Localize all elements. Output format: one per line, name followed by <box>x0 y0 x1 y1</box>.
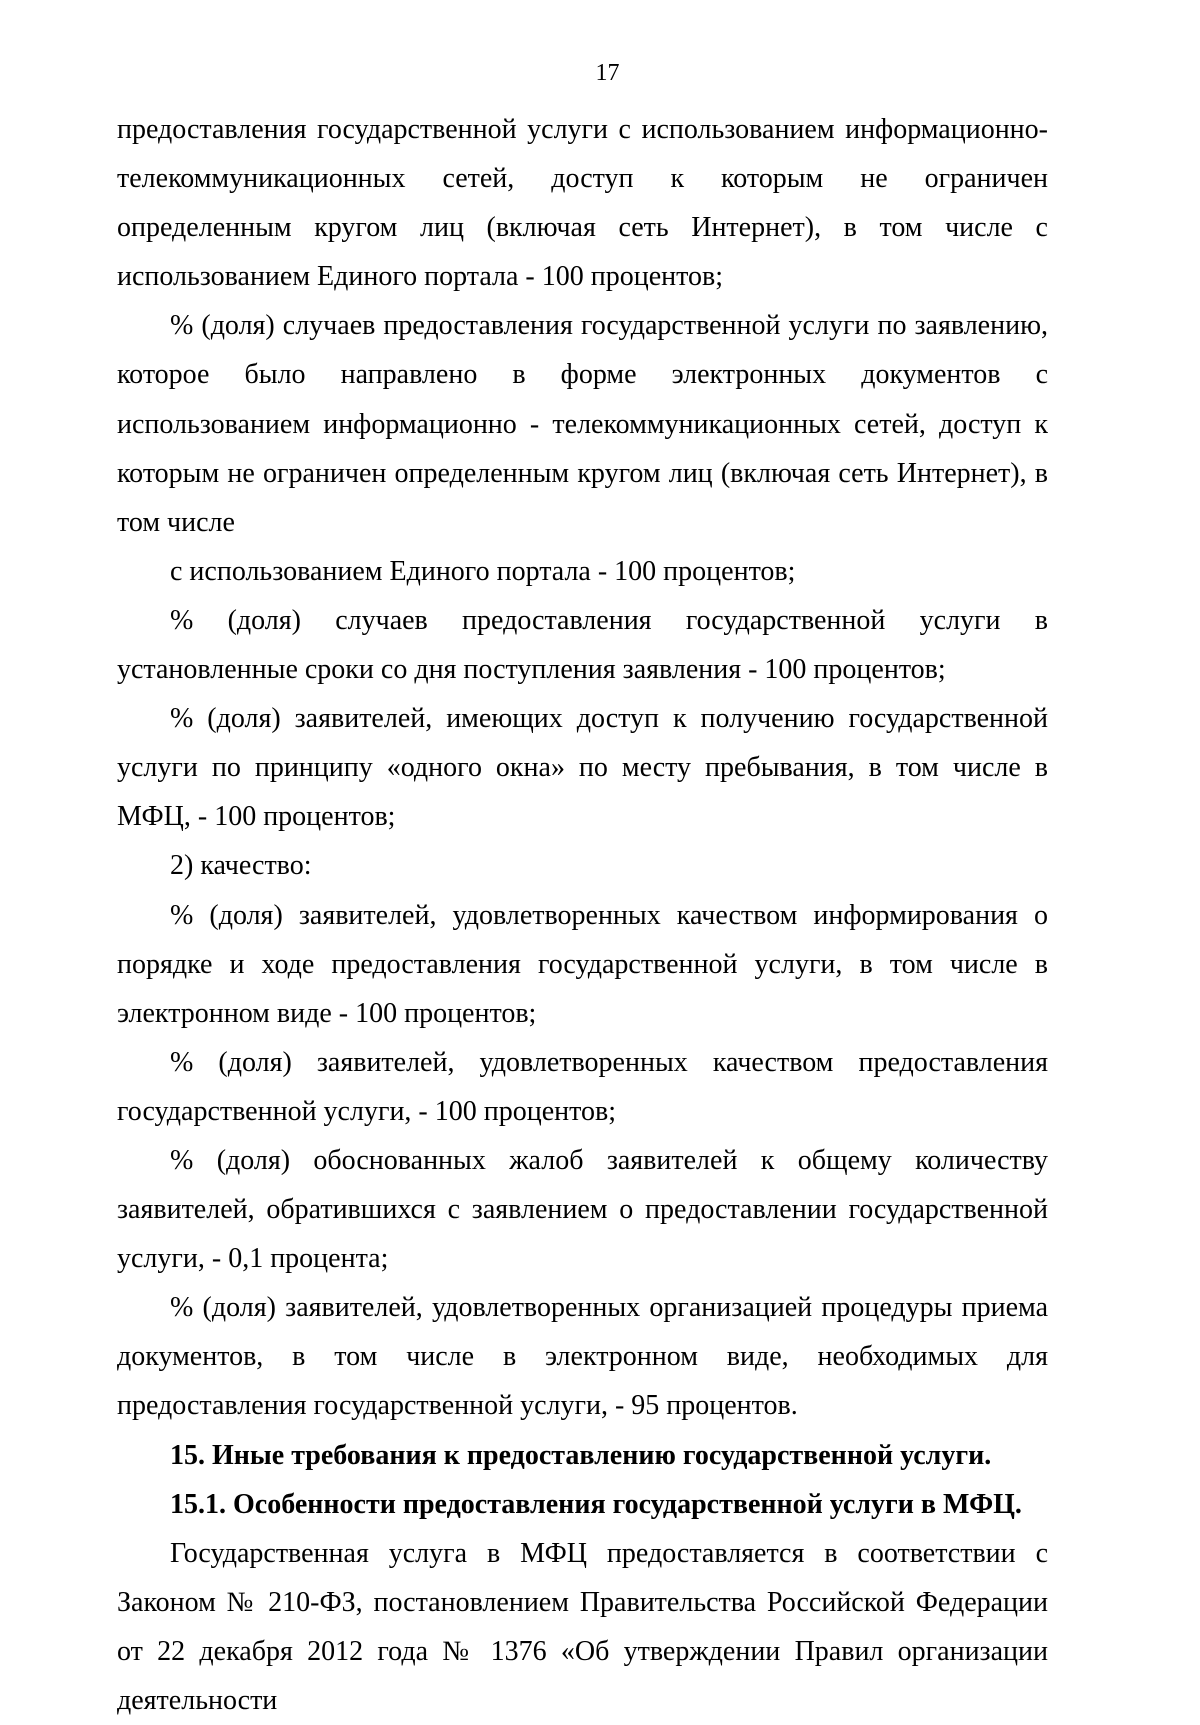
paragraph-one-window: % (доля) заявителей, имеющих доступ к получению государственной услуги по принципу «одного окна» по месту пребывания, в том числе в МФЦ, - 100 процентов; <box>117 703 1048 833</box>
paragraph-electronic-applications: % (доля) случаев предоставления государственной услуги по заявлению, которое было направлено в форме электронных документов с использованием информационно - телекоммуникационных сетей, доступ к которым не ограничен определенным кругом лиц (включая сеть Интернет), в том числе <box>117 310 1048 538</box>
paragraph-continuation: предоставления государственной услуги с использованием информационно-телекоммуникационных сетей, доступ к которым не ограничен определенным кругом лиц (включая сеть Интернет), в том числе с использованием Единого портала - 100 процентов; <box>117 114 1048 293</box>
paragraph-service-quality: % (доля) заявителей, удовлетворенных качеством предоставления государственной услуги, - 100 процентов; <box>117 1046 1048 1127</box>
page-number: 17 <box>595 60 620 86</box>
paragraph-quality-label: 2) качество: <box>170 850 312 882</box>
paragraph-complaints: % (доля) обоснованных жалоб заявителей к общему количеству заявителей, обратившихся с заявлением о предоставлении государственной услуги, - 0,1 процента; <box>117 1144 1048 1275</box>
section-heading-15: 15. Иные требования к предоставлению государственной услуги. <box>170 1439 992 1471</box>
paragraph-single-portal: с использованием Единого портала - 100 процентов; <box>170 555 796 587</box>
paragraph-deadlines: % (доля) случаев предоставления государственной услуги в установленные сроки со дня поступления заявления - 100 процентов; <box>117 604 1048 686</box>
section-heading-15-1: 15.1. Особенности предоставления государственной услуги в МФЦ. <box>170 1488 1022 1520</box>
paragraph-informing-quality: % (доля) заявителей, удовлетворенных качеством информирования о порядке и ходе предоставления государственной услуги, в том числе в электронном виде - 100 процентов; <box>117 899 1048 1029</box>
paragraph-reception-procedure: % (доля) заявителей, удовлетворенных организацией процедуры приема документов, в том числе в электронном виде, необходимых для предоставления государственной услуги, - 95 процентов. <box>117 1292 1048 1422</box>
paragraph-mfc-service: Государственная услуга в МФЦ предоставляется в соответствии с Законом № 210-ФЗ, постановлением Правительства Российской Федерации от 22 декабря 2012 года № 1376 «Об утверждении Правил организации деятельности <box>117 1537 1048 1716</box>
document-body <box>117 105 1048 1725</box>
